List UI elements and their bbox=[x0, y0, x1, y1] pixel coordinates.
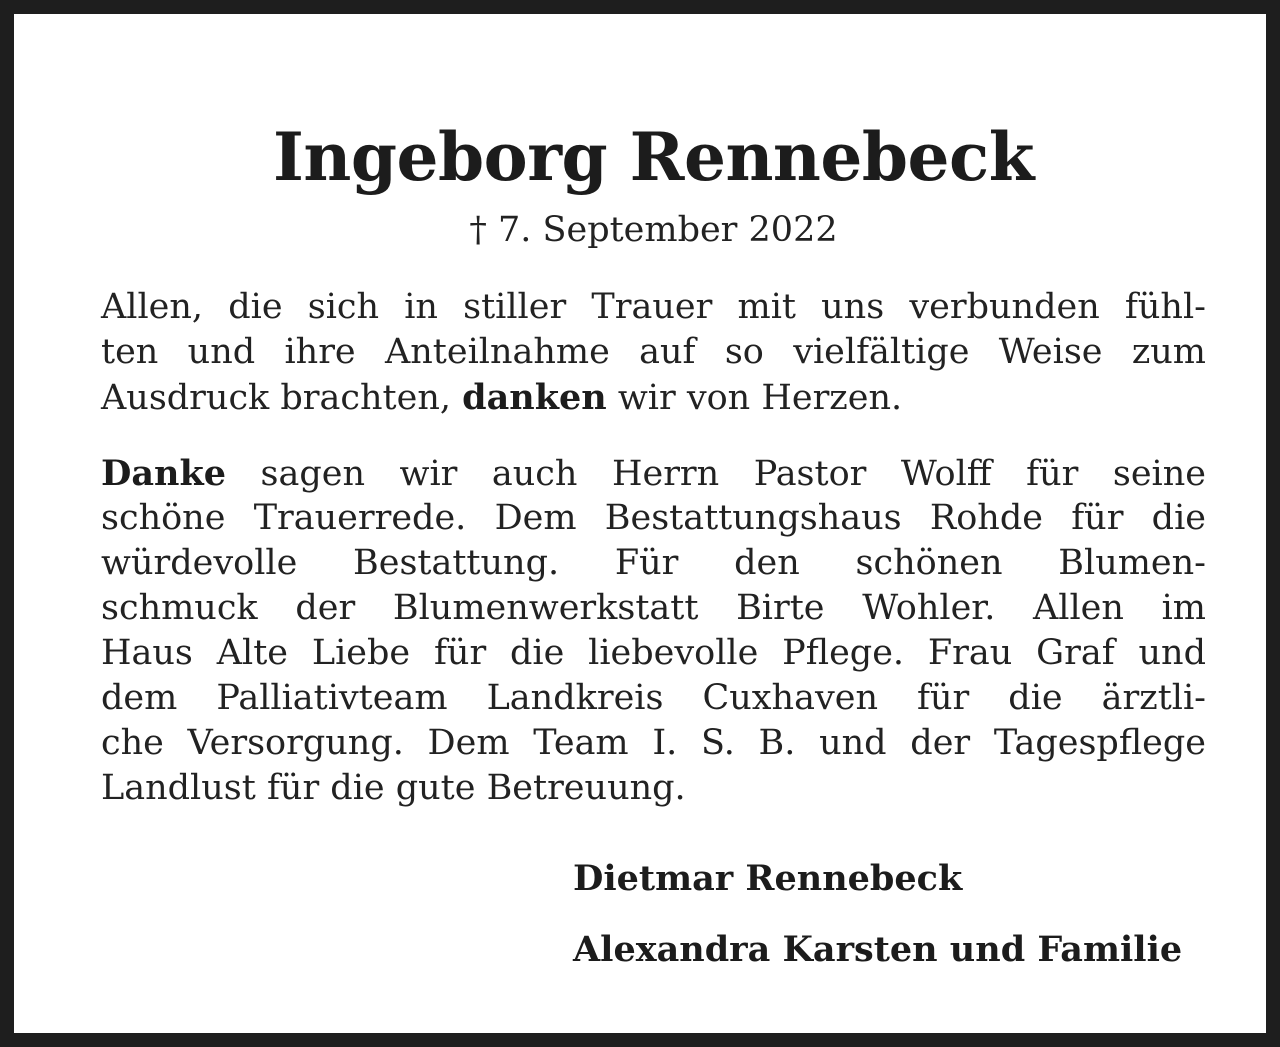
paragraph-line bbox=[101, 375, 1206, 420]
bold-word-danken: danken bbox=[462, 377, 607, 418]
paragraph-line: schöne Trauerrede. Dem Bestattungshaus Rohde für die bbox=[101, 498, 1206, 538]
paragraph-line: Allen, die sich in stiller Trauer mit uns verbunden fühl- bbox=[101, 287, 1206, 327]
signature-line: Alexandra Karsten und Familie bbox=[573, 929, 1183, 970]
deceased-name: Ingeborg Rennebeck bbox=[273, 118, 1034, 196]
paragraph-line: Haus Alte Liebe für die liebevolle Pflege. Frau Graf und bbox=[101, 633, 1206, 673]
bold-word-danke: Danke bbox=[101, 453, 226, 494]
signature-line: Dietmar Rennebeck bbox=[573, 858, 963, 899]
paragraph-line: schmuck der Blumenwerkstatt Birte Wohler. Allen im bbox=[101, 588, 1206, 628]
paragraph-line: che Versorgung. Dem Team I. S. B. und der Tagespflege bbox=[101, 723, 1206, 763]
death-date: † 7. September 2022 bbox=[469, 210, 838, 250]
line-text: sagen wir auch Herrn Pastor Wolff für seine bbox=[226, 454, 1206, 494]
acknowledgements-paragraph bbox=[101, 451, 1206, 811]
line-text: wir von Herzen. bbox=[606, 378, 903, 418]
paragraph-line: würdevolle Bestattung. Für den schönen Blumen- bbox=[101, 543, 1206, 583]
paragraph-line: ten und ihre Anteilnahme auf so vielfältige Weise zum bbox=[101, 332, 1206, 372]
paragraph-line: Landlust für die gute Betreuung. bbox=[101, 768, 686, 808]
paragraph-line bbox=[101, 451, 1206, 496]
line-text: Ausdruck brachten, bbox=[101, 378, 463, 418]
thanks-paragraph bbox=[101, 285, 1206, 420]
paragraph-line: dem Palliativteam Landkreis Cuxhaven für die ärztli- bbox=[101, 678, 1206, 718]
